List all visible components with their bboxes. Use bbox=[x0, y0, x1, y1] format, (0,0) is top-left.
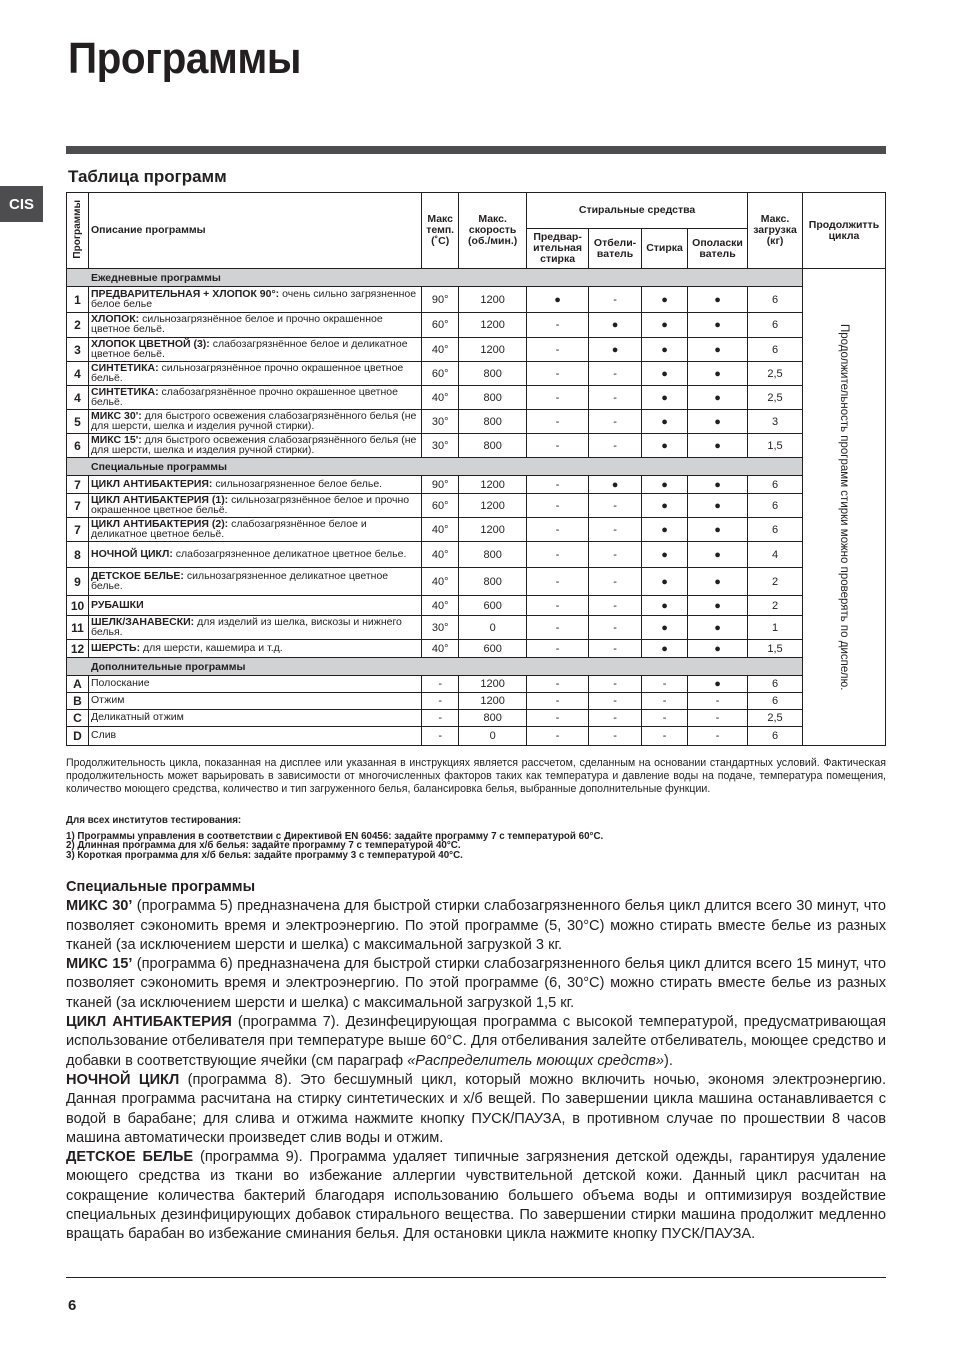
program-number: 4 bbox=[67, 386, 89, 410]
bleach-detergent: - bbox=[589, 616, 642, 640]
program-row bbox=[67, 313, 886, 338]
program-row bbox=[67, 338, 886, 362]
max-speed: 800 bbox=[459, 710, 527, 727]
max-speed: 1200 bbox=[459, 518, 527, 542]
max-temp: - bbox=[422, 710, 459, 727]
paragraph-text: ). bbox=[663, 1052, 673, 1069]
special-program-paragraph bbox=[66, 897, 886, 955]
softener-detergent: ● bbox=[688, 596, 748, 616]
max-speed: 800 bbox=[459, 542, 527, 568]
max-temp: 40° bbox=[422, 640, 459, 658]
program-number: 9 bbox=[67, 568, 89, 596]
program-details: очень сильно загрязненное белое белье bbox=[90, 287, 417, 310]
wash-detergent: ● bbox=[642, 362, 688, 386]
prewash-detergent: - bbox=[527, 727, 589, 746]
softener-detergent: ● bbox=[688, 434, 748, 458]
program-description bbox=[88, 596, 421, 616]
header-prewash: Предвар- ительная стирка bbox=[527, 229, 589, 269]
bleach-detergent: - bbox=[589, 410, 642, 434]
prewash-detergent: - bbox=[527, 386, 589, 410]
program-description bbox=[88, 434, 421, 458]
program-details: Полоскание bbox=[90, 677, 150, 690]
wash-detergent: ● bbox=[642, 518, 688, 542]
program-description bbox=[88, 710, 421, 727]
bleach-detergent: - bbox=[589, 676, 642, 693]
max-load: 6 bbox=[748, 494, 803, 518]
program-description bbox=[88, 640, 421, 658]
duration-note-cell bbox=[802, 269, 885, 746]
softener-detergent: - bbox=[688, 710, 748, 727]
wash-detergent: ● bbox=[642, 313, 688, 338]
bleach-detergent: - bbox=[589, 693, 642, 710]
bleach-detergent: - bbox=[589, 494, 642, 518]
program-number: 12 bbox=[67, 640, 89, 658]
section-label: Дополнительные программы bbox=[67, 658, 803, 676]
program-number: A bbox=[67, 676, 89, 693]
header-softener: Ополаски ватель bbox=[688, 229, 748, 269]
program-row bbox=[67, 362, 886, 386]
program-details: слабозагрязнённое белое и деликатное цветное бельё. bbox=[90, 337, 408, 360]
program-name: ЦИКЛ АНТИБАКТЕРИЯ (1): bbox=[90, 493, 229, 506]
program-name: ЦИКЛ АНТИБАКТЕРИЯ: bbox=[90, 477, 213, 490]
max-load: 6 bbox=[748, 693, 803, 710]
softener-detergent: ● bbox=[688, 494, 748, 518]
program-row bbox=[67, 596, 886, 616]
max-speed: 0 bbox=[459, 727, 527, 746]
program-row bbox=[67, 710, 886, 727]
program-details: сильнозагрязнённое белое и прочно окрашенное цветное бельё. bbox=[90, 313, 383, 335]
header-load: Макс. загрузка (кг) bbox=[748, 193, 803, 269]
max-load: 6 bbox=[748, 676, 803, 693]
softener-detergent: ● bbox=[688, 338, 748, 362]
softener-detergent: ● bbox=[688, 616, 748, 640]
header-detergents: Стиральные средства bbox=[527, 193, 748, 229]
header-programs-label: Программы bbox=[71, 199, 83, 259]
program-description bbox=[88, 542, 421, 568]
max-temp: - bbox=[422, 676, 459, 693]
prewash-detergent: ● bbox=[527, 287, 589, 313]
testing-item: 1) Программы управления в соответствии с Директивой EN 60456: задайте программу 7 с температурой 60°C. bbox=[66, 830, 604, 842]
bleach-detergent: - bbox=[589, 434, 642, 458]
program-description bbox=[88, 676, 421, 693]
program-name: НОЧНОЙ ЦИКЛ: bbox=[90, 547, 173, 560]
section-reference: «Распределитель моющих средств» bbox=[407, 1052, 664, 1069]
header-duration: Продолжитть цикла bbox=[802, 193, 885, 269]
max-load: 6 bbox=[748, 287, 803, 313]
program-description bbox=[88, 410, 421, 434]
softener-detergent: ● bbox=[688, 568, 748, 596]
program-description bbox=[88, 338, 421, 362]
softener-detergent: ● bbox=[688, 287, 748, 313]
max-temp: 60° bbox=[422, 494, 459, 518]
softener-detergent: ● bbox=[688, 476, 748, 494]
program-name: ПРЕДВАРИТЕЛЬНАЯ + ХЛОПОК 90°: bbox=[90, 287, 280, 300]
softener-detergent: ● bbox=[688, 313, 748, 338]
program-number: 4 bbox=[67, 362, 89, 386]
max-load: 6 bbox=[748, 518, 803, 542]
prewash-detergent: - bbox=[527, 693, 589, 710]
program-name: МИКС 30': bbox=[90, 409, 142, 422]
max-speed: 1200 bbox=[459, 676, 527, 693]
bleach-detergent: - bbox=[589, 362, 642, 386]
max-speed: 0 bbox=[459, 616, 527, 640]
wash-detergent: ● bbox=[642, 410, 688, 434]
wash-detergent: ● bbox=[642, 596, 688, 616]
prewash-detergent: - bbox=[527, 676, 589, 693]
bleach-detergent: ● bbox=[589, 476, 642, 494]
max-speed: 800 bbox=[459, 410, 527, 434]
prewash-detergent: - bbox=[527, 338, 589, 362]
wash-detergent: ● bbox=[642, 640, 688, 658]
program-description bbox=[88, 287, 421, 313]
special-program-paragraph bbox=[66, 1013, 886, 1071]
bleach-detergent: - bbox=[589, 596, 642, 616]
program-description bbox=[88, 568, 421, 596]
prewash-detergent: - bbox=[527, 568, 589, 596]
prewash-detergent: - bbox=[527, 410, 589, 434]
max-load: 2,5 bbox=[748, 386, 803, 410]
max-speed: 800 bbox=[459, 362, 527, 386]
max-temp: 60° bbox=[422, 362, 459, 386]
max-load: 1,5 bbox=[748, 434, 803, 458]
max-temp: 40° bbox=[422, 568, 459, 596]
max-temp: 90° bbox=[422, 287, 459, 313]
max-temp: 40° bbox=[422, 338, 459, 362]
max-temp: - bbox=[422, 727, 459, 746]
program-name: СИНТЕТИКА: bbox=[90, 361, 159, 374]
program-details: сильнозагрязненное белое белье. bbox=[212, 477, 383, 490]
max-temp: 40° bbox=[422, 596, 459, 616]
max-temp: 30° bbox=[422, 434, 459, 458]
wash-detergent: ● bbox=[642, 542, 688, 568]
max-speed: 1200 bbox=[459, 287, 527, 313]
program-number: 10 bbox=[67, 596, 89, 616]
program-number: 11 bbox=[67, 616, 89, 640]
max-temp: 30° bbox=[422, 616, 459, 640]
max-speed: 1200 bbox=[459, 476, 527, 494]
program-number: B bbox=[67, 693, 89, 710]
special-programs-section bbox=[66, 878, 886, 1245]
bleach-detergent: - bbox=[589, 640, 642, 658]
testing-item: 2) Длинная программа для х/б белья: задайте программу 7 с температурой 40°C. bbox=[66, 840, 461, 851]
wash-detergent: ● bbox=[642, 616, 688, 640]
program-details: Деликатный отжим bbox=[90, 711, 184, 724]
max-load: 6 bbox=[748, 476, 803, 494]
program-name: ШЕЛК/ЗАНАВЕСКИ: bbox=[90, 615, 195, 628]
header-wash: Стирка bbox=[642, 229, 688, 269]
program-description bbox=[88, 494, 421, 518]
header-bleach: Отбели- ватель bbox=[589, 229, 642, 269]
max-speed: 1200 bbox=[459, 338, 527, 362]
paragraph-text: (программа 7). Дезинфецирующая программа с высокой температурой, предусматривающая использование отбеливателя при температуре выше 60°C. Для отбеливания залейте отбеливатель, моющее средство и добавки в соответствующие ячейки (см параграф bbox=[66, 1014, 887, 1069]
testing-notes bbox=[66, 816, 886, 860]
program-name: МИКС 30’ bbox=[66, 898, 133, 915]
program-row bbox=[67, 287, 886, 313]
program-row bbox=[67, 616, 886, 640]
max-temp: 90° bbox=[422, 476, 459, 494]
max-speed: 1200 bbox=[459, 693, 527, 710]
special-program-paragraph bbox=[66, 1148, 886, 1244]
prewash-detergent: - bbox=[527, 596, 589, 616]
bleach-detergent: - bbox=[589, 727, 642, 746]
program-row bbox=[67, 640, 886, 658]
max-load: 2,5 bbox=[748, 710, 803, 727]
program-name: ХЛОПОК: bbox=[90, 313, 140, 326]
wash-detergent: ● bbox=[642, 434, 688, 458]
program-name: СИНТЕТИКА: bbox=[90, 385, 159, 398]
program-row bbox=[67, 518, 886, 542]
wash-detergent: ● bbox=[642, 476, 688, 494]
prewash-detergent: - bbox=[527, 494, 589, 518]
program-details: сильнозагрязнённое белое и прочно окрашенное цветное бельё. bbox=[90, 493, 410, 516]
max-temp: - bbox=[422, 693, 459, 710]
max-speed: 1200 bbox=[459, 313, 527, 338]
max-load: 6 bbox=[748, 338, 803, 362]
section-label: Специальные программы bbox=[67, 458, 803, 476]
program-row bbox=[67, 476, 886, 494]
program-number: 7 bbox=[67, 494, 89, 518]
title-divider bbox=[66, 146, 886, 154]
footer-divider bbox=[66, 1277, 886, 1278]
max-speed: 800 bbox=[459, 434, 527, 458]
program-name: МИКС 15’ bbox=[66, 956, 133, 973]
program-details: для быстрого освежения слабозагрязнённого белья (не для шерсти, шелка и изделия ручной стирки). bbox=[90, 433, 417, 456]
max-load: 6 bbox=[748, 727, 803, 746]
program-name: ЦИКЛ АНТИБАКТЕРИЯ bbox=[66, 1014, 232, 1031]
program-description bbox=[88, 362, 421, 386]
softener-detergent: ● bbox=[688, 362, 748, 386]
program-number: 3 bbox=[67, 338, 89, 362]
bleach-detergent: - bbox=[589, 287, 642, 313]
max-speed: 800 bbox=[459, 386, 527, 410]
program-name: РУБАШКИ bbox=[90, 598, 144, 611]
max-load: 2 bbox=[748, 596, 803, 616]
header-description: Описание программы bbox=[88, 193, 421, 269]
program-description bbox=[88, 727, 421, 746]
softener-detergent: ● bbox=[688, 676, 748, 693]
program-row bbox=[67, 568, 886, 596]
prewash-detergent: - bbox=[527, 313, 589, 338]
program-name: ДЕТСКОЕ БЕЛЬЕ bbox=[66, 1149, 194, 1166]
section-row bbox=[67, 269, 886, 287]
program-row bbox=[67, 676, 886, 693]
wash-detergent: ● bbox=[642, 287, 688, 313]
prewash-detergent: - bbox=[527, 710, 589, 727]
wash-detergent: - bbox=[642, 710, 688, 727]
max-temp: 40° bbox=[422, 542, 459, 568]
wash-detergent: - bbox=[642, 676, 688, 693]
program-row bbox=[67, 434, 886, 458]
header-programs bbox=[67, 193, 89, 269]
softener-detergent: ● bbox=[688, 542, 748, 568]
max-temp: 60° bbox=[422, 313, 459, 338]
softener-detergent: ● bbox=[688, 410, 748, 434]
bleach-detergent: - bbox=[589, 386, 642, 410]
paragraph-text: (программа 6) предназначена для быстрой стирки слабозагрязненного белья цикл длится всего 15 минут, что позволяет сэкономить время и электроэнергию. По этой программе (6, 30°C) можно стирать вместе белье из разных тканей (за исключением шерсти и шелка) с максимальной загрузкой 1,5 кг. bbox=[66, 956, 886, 1011]
program-description bbox=[88, 518, 421, 542]
program-number: 2 bbox=[67, 313, 89, 338]
header-temp: Макс темп. (˚C) bbox=[422, 193, 459, 269]
program-number: 7 bbox=[67, 476, 89, 494]
wash-detergent: ● bbox=[642, 494, 688, 518]
prewash-detergent: - bbox=[527, 476, 589, 494]
prewash-detergent: - bbox=[527, 518, 589, 542]
program-details: сильнозагрязнённое прочно окрашенное цветное бельё. bbox=[90, 361, 404, 384]
wash-detergent: ● bbox=[642, 386, 688, 410]
max-speed: 800 bbox=[459, 568, 527, 596]
testing-heading: Для всех институтов тестирования: bbox=[66, 815, 242, 826]
program-details: слабозагрязнённое белое и деликатное цветное бельё. bbox=[90, 517, 367, 540]
section-title: Таблица программ bbox=[68, 167, 227, 186]
program-number: 7 bbox=[67, 518, 89, 542]
max-load: 2,5 bbox=[748, 362, 803, 386]
softener-detergent: ● bbox=[688, 386, 748, 410]
max-load: 4 bbox=[748, 542, 803, 568]
program-row bbox=[67, 494, 886, 518]
bleach-detergent: - bbox=[589, 710, 642, 727]
program-details: Отжим bbox=[90, 694, 125, 707]
program-description bbox=[88, 386, 421, 410]
prewash-detergent: - bbox=[527, 640, 589, 658]
softener-detergent: ● bbox=[688, 640, 748, 658]
program-details: Слив bbox=[90, 729, 117, 742]
softener-detergent: - bbox=[688, 693, 748, 710]
program-details: для быстрого освежения слабозагрязнённого белья (не для шерсти, шелка и изделия ручной стирки). bbox=[90, 409, 417, 432]
program-name: НОЧНОЙ ЦИКЛ bbox=[66, 1071, 180, 1088]
header-speed: Макс. скорость (об./мин.) bbox=[459, 193, 527, 269]
softener-detergent: - bbox=[688, 727, 748, 746]
max-speed: 1200 bbox=[459, 494, 527, 518]
max-temp: 40° bbox=[422, 518, 459, 542]
program-row bbox=[67, 693, 886, 710]
section-row bbox=[67, 458, 886, 476]
page-number: 6 bbox=[68, 1297, 77, 1314]
page-title: Программы bbox=[68, 34, 301, 83]
special-program-paragraph bbox=[66, 1071, 886, 1148]
program-details: слабозагрязнённое прочно окрашенное цветное бельё. bbox=[90, 385, 398, 408]
paragraph-text: (программа 9). Программа удаляет типичные загрязнения детской одежды, гарантируя удаление моющего средства из ткани во избежание аллергии чувствительной детской кожи. Данный цикл расчитан на сокращение количества бактерий благодаря использованию большего объема воды и оптимизируя воздействие специальных дезинфицирующих добавок стирального вещества. По завершении стирки машина продолжит медленно вращать барабан во избежание сминания белья. Для остановки цикла нажмите кнопку ПУСК/ПАУЗА. bbox=[66, 1149, 887, 1243]
program-number: 5 bbox=[67, 410, 89, 434]
program-number: 1 bbox=[67, 287, 89, 313]
max-load: 2 bbox=[748, 568, 803, 596]
max-load: 1,5 bbox=[748, 640, 803, 658]
bleach-detergent: ● bbox=[589, 338, 642, 362]
program-row bbox=[67, 727, 886, 746]
wash-detergent: ● bbox=[642, 338, 688, 362]
max-temp: 30° bbox=[422, 410, 459, 434]
max-load: 3 bbox=[748, 410, 803, 434]
program-details: для изделий из шелка, вискозы и нижнего белья. bbox=[90, 615, 402, 638]
max-speed: 600 bbox=[459, 640, 527, 658]
program-number: D bbox=[67, 727, 89, 746]
bleach-detergent: - bbox=[589, 518, 642, 542]
paragraph-text: (программа 5) предназначена для быстрой стирки слабозагрязненного белья цикл длится всего 30 минут, что позволяет сэкономить время и электроэнергию. По этой программе (5, 30°C) можно стирать вместе белье из разных тканей (за исключением шерсти и шелка) с максимальной загрузкой 3 кг. bbox=[66, 898, 886, 953]
duration-disclaimer: Продолжительность цикла, показанная на дисплее или указанная в инструкциях является рассчетом, сделанным на основании стандартных условий. Фактическая продолжительность может варьировать в зависимости от многочисленных факторов таких как температура и давление воды на подаче, температура помещения, количество моющего средства, количество и тип загруженного белья, балансировка белья, выбранные дополнительные функции. bbox=[66, 757, 886, 795]
section-row bbox=[67, 658, 886, 676]
language-tab: CIS bbox=[0, 186, 43, 222]
prewash-detergent: - bbox=[527, 362, 589, 386]
max-load: 1 bbox=[748, 616, 803, 640]
special-program-paragraph bbox=[66, 955, 886, 1013]
program-number: 8 bbox=[67, 542, 89, 568]
bleach-detergent: - bbox=[589, 542, 642, 568]
paragraph-text: (программа 8). Это бесшумный цикл, который можно включить ночью, экономя электроэнергию. Данная программа расчитана на стирку синтетических и х/б вещей. По завершении цикла машина останавливается с водой в барабане; для слива и отжима нажмите кнопку ПУСК/ПАУЗА, в противном случае по прошествии 8 часов машина автоматически произведет слив воды и отжим. bbox=[66, 1071, 886, 1146]
program-details: для шерсти, кашемира и т.д. bbox=[140, 641, 283, 654]
program-description bbox=[88, 476, 421, 494]
prewash-detergent: - bbox=[527, 616, 589, 640]
program-description bbox=[88, 693, 421, 710]
program-row bbox=[67, 386, 886, 410]
program-number: 6 bbox=[67, 434, 89, 458]
testing-item: 3) Короткая программа для х/б белья: задайте программу 3 с температурой 40°C. bbox=[66, 849, 463, 861]
program-name: МИКС 15': bbox=[90, 433, 142, 446]
duration-note: Продолжительность программ стирки можно проверять по диспелю. bbox=[837, 323, 850, 691]
prewash-detergent: - bbox=[527, 542, 589, 568]
section-label: Ежедневные программы bbox=[67, 269, 803, 287]
program-row bbox=[67, 410, 886, 434]
program-row bbox=[67, 542, 886, 568]
max-speed: 600 bbox=[459, 596, 527, 616]
program-details: слабозагрязненное деликатное цветное белье. bbox=[172, 547, 407, 560]
max-temp: 40° bbox=[422, 386, 459, 410]
prewash-detergent: - bbox=[527, 434, 589, 458]
program-name: ДЕТСКОЕ БЕЛЬЕ: bbox=[90, 569, 184, 582]
wash-detergent: - bbox=[642, 727, 688, 746]
max-load: 6 bbox=[748, 313, 803, 338]
program-number: C bbox=[67, 710, 89, 727]
program-description bbox=[88, 616, 421, 640]
program-description bbox=[88, 313, 421, 338]
program-name: ЦИКЛ АНТИБАКТЕРИЯ (2): bbox=[90, 517, 229, 530]
special-programs-heading: Специальные программы bbox=[66, 879, 256, 895]
program-name: ХЛОПОК ЦВЕТНОЙ (3): bbox=[90, 337, 210, 350]
softener-detergent: ● bbox=[688, 518, 748, 542]
programs-table bbox=[66, 192, 886, 746]
program-name: ШЕРСТЬ: bbox=[90, 641, 141, 654]
program-details: сильнозагрязненное деликатное цветное белье. bbox=[90, 569, 389, 592]
bleach-detergent: ● bbox=[589, 313, 642, 338]
wash-detergent: ● bbox=[642, 568, 688, 596]
wash-detergent: - bbox=[642, 693, 688, 710]
bleach-detergent: - bbox=[589, 568, 642, 596]
